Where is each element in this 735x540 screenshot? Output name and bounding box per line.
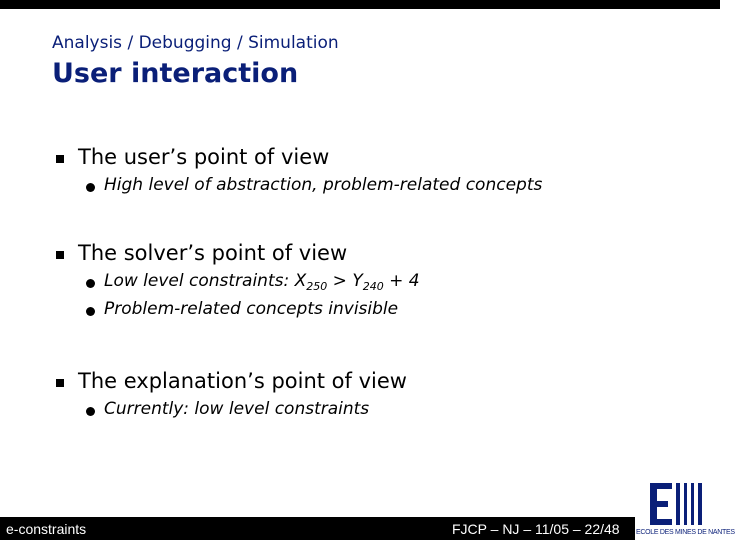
section-solver-view [0, 241, 720, 327]
sub-bullet-text: Problem-related concepts invisible [104, 299, 399, 319]
bullet-item [0, 145, 720, 175]
sub-bullet-item [0, 399, 720, 427]
round-bullet-icon [86, 407, 95, 416]
constraint-prefix: Low level constraints: X [104, 271, 307, 291]
bullet-item [0, 241, 720, 271]
round-bullet-icon [86, 279, 95, 288]
bullet-heading: The solver’s point of view [78, 241, 348, 265]
sub-bullet-item [0, 175, 720, 203]
section-explanation-view [0, 369, 720, 427]
section-user-view [0, 145, 720, 203]
constraint-middle: > Y [327, 271, 363, 291]
square-bullet-icon [56, 251, 64, 259]
bullet-item [0, 369, 720, 399]
sub-bullet-item [0, 299, 720, 327]
bullet-heading: The user’s point of view [78, 145, 330, 169]
sub-bullet-text [104, 271, 420, 293]
sub-bullet-text: Currently: low level constraints [104, 399, 370, 419]
logo-caption: ECOLE DES MINES DE NANTES [636, 529, 735, 536]
constraint-suffix: + 4 [383, 271, 420, 291]
top-bar [0, 0, 720, 9]
breadcrumb: Analysis / Debugging / Simulation [52, 33, 339, 53]
subscript-y: 240 [362, 280, 384, 293]
sub-bullet-item [0, 271, 720, 299]
footer-left-label: e-constraints [6, 521, 87, 537]
subscript-x: 250 [306, 280, 328, 293]
round-bullet-icon [86, 183, 95, 192]
bullet-heading: The explanation’s point of view [78, 369, 407, 393]
square-bullet-icon [56, 155, 64, 163]
slide-title: User interaction [52, 58, 299, 89]
sub-bullet-text: High level of abstraction, problem-related concepts [104, 175, 543, 195]
footer-slide-info: FJCP – NJ – 11/05 – 22/48 [452, 521, 620, 537]
square-bullet-icon [56, 379, 64, 387]
round-bullet-icon [86, 307, 95, 316]
